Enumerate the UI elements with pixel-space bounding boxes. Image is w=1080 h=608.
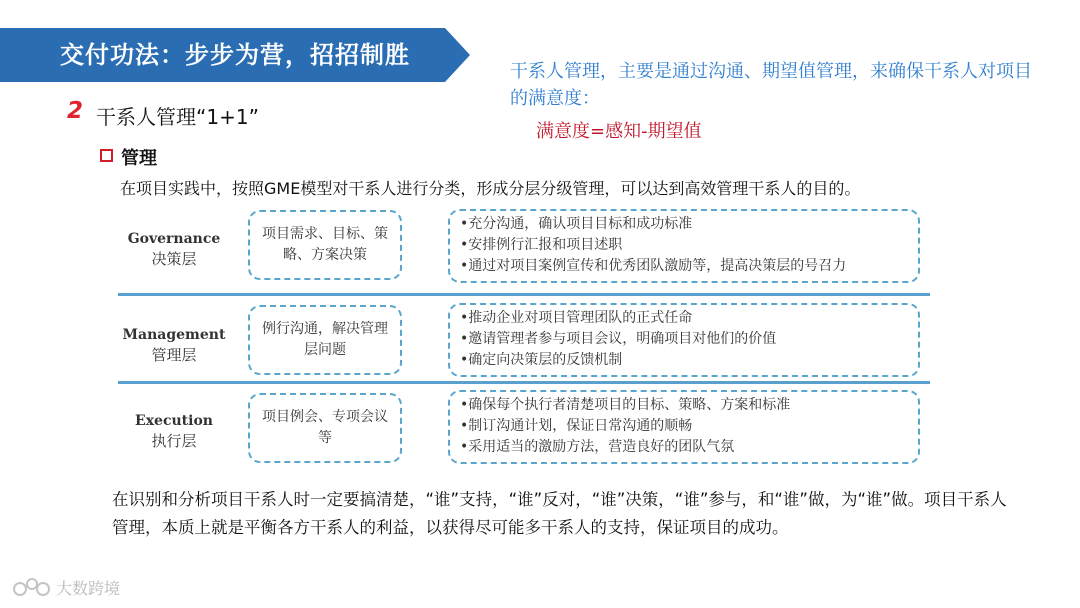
layer-scope-text: 项目例会、专项会议等 [262,409,388,446]
conclusion-paragraph: 在识别和分析项目干系人时一定要搞清楚，“谁”支持，“谁”反对，“谁”决策，“谁”参与，和“谁”做，为“谁”做。项目干系人管理，本质上就是平衡各方干系人的利益，以获得尽可能多干系人的支持，保证项目的成功。 [112,490,1007,537]
layer-name-en: Execution [135,413,213,429]
layer-name-cn: 管理层 [151,346,197,364]
satisfaction-formula: 满意度=感知-期望值 [536,121,702,142]
list-item: • 制订沟通计划，保证日常沟通的顺畅 [460,416,908,437]
stakeholder-note: 干系人管理，主要是通过沟通、期望值管理，来确保干系人对项目的满意度： [510,61,1032,109]
layer-name-en: Management [122,327,226,343]
section-title: 干系人管理“1+1” [96,105,259,129]
title-banner [0,28,470,82]
watermark-logo-icon [12,575,52,599]
table-row-execution [118,385,930,473]
layer-scope-box [248,305,402,375]
list-item: • 采用适当的激励方法，营造良好的团队气氛 [460,437,908,458]
row-divider [118,293,930,296]
list-item: • 安排例行汇报和项目述职 [460,235,908,256]
layer-name-en: Governance [127,231,221,247]
row-divider [118,381,930,384]
layer-actions-box [448,390,920,464]
list-item: • 通过对项目案例宣传和优秀团队激励等，提高决策层的号召力 [460,256,908,277]
list-item: • 确定向决策层的反馈机制 [460,350,908,371]
list-item: • 邀请管理者参与项目会议，明确项目对他们的价值 [460,329,908,350]
hollow-square-bullet-icon [100,149,113,162]
layer-scope-box [248,210,402,280]
layer-scope-box [248,393,402,463]
layer-name-cn: 决策层 [151,250,197,268]
list-item: • 充分沟通，确认项目目标和成功标准 [460,214,908,235]
watermark-text: 大数跨境 [56,578,121,598]
layer-actions-box [448,209,920,283]
page-title: 交付功法：步步为营，招招制胜 [60,41,410,69]
list-item: • 推动企业对项目管理团队的正式任命 [460,308,908,329]
list-item: • 确保每个执行者清楚项目的目标、策略、方案和标准 [460,395,908,416]
gme-model-table [118,205,930,475]
table-row-governance [118,205,930,293]
layer-actions-box [448,303,920,377]
layer-scope-text: 例行沟通，解决管理层问题 [262,321,388,358]
layer-label [118,411,230,451]
table-row-management [118,297,930,385]
section-number: 2 [67,98,84,124]
intro-paragraph: 在项目实践中，按照GME模型对干系人进行分类，形成分层分级管理，可以达到高效管理干系人的目的。 [120,179,861,198]
layer-name-cn: 执行层 [151,432,197,450]
subsection-title: 管理 [121,148,157,169]
layer-scope-text: 项目需求、目标、策略、方案决策 [262,226,388,263]
watermark [12,574,120,600]
layer-label [118,229,230,269]
layer-label [118,325,230,365]
